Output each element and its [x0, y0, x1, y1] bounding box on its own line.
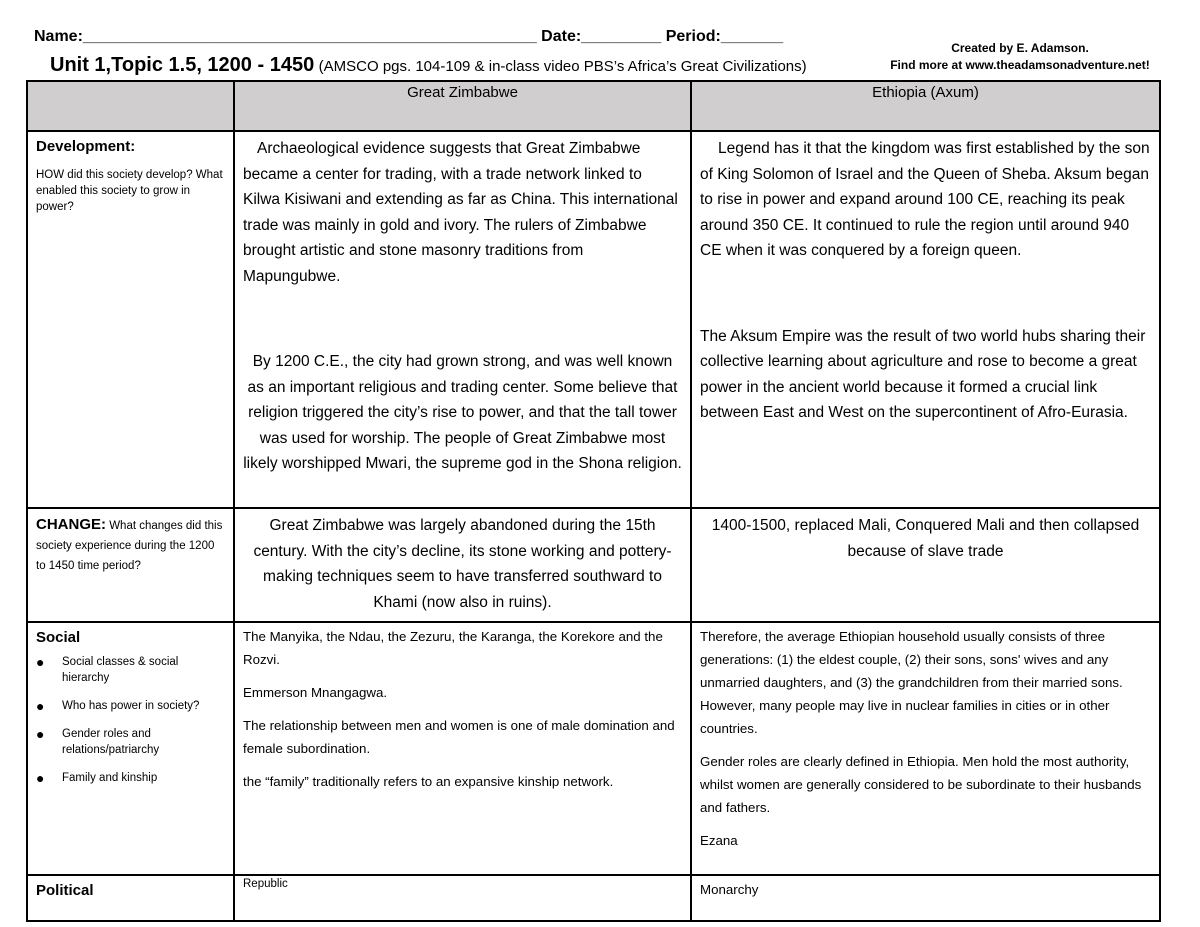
change-row: [27, 508, 1160, 622]
social-row: [27, 622, 1160, 875]
social-ethiopia-text: [692, 623, 1159, 852]
political-zimbabwe-cell: [234, 875, 691, 921]
social-label-cell: [27, 622, 234, 875]
bullet-dot-icon: ●: [36, 698, 45, 714]
header-cell-great-zimbabwe: Great Zimbabwe: [234, 81, 691, 131]
social-zimbabwe-cell: [234, 622, 691, 875]
political-ethiopia-text: Monarchy: [700, 882, 759, 897]
development-zimbabwe-paragraph-1: Archaeological evidence suggests that Great Zimbabwe became a center for trading, with a trade network linked to Kilwa Kisiwani and extending as far as China. This international trade was mainly in gold and ivory. The rulers of Zimbabwe brought artistic and stone masonry traditions from Mapungubwe.: [243, 140, 678, 285]
change-label-block: [36, 515, 225, 576]
unit-title-line: [50, 54, 807, 77]
social-bullet-list: [36, 654, 225, 786]
political-ethiopia-cell: [691, 875, 1160, 921]
political-label-cell: [27, 875, 234, 921]
social-zimbabwe-paragraph: the “family” traditionally refers to an expansive kinship network.: [243, 774, 614, 789]
name-date-period-line: Name:___________________________________________________ Date:_________ Period:_______: [34, 28, 784, 45]
development-row: [27, 131, 1160, 508]
social-label: Social: [36, 629, 81, 646]
header-cell-blank: [27, 81, 234, 131]
credit-website: Find more at www.theadamsonadventure.net!: [890, 58, 1150, 72]
social-ethiopia-paragraph: Gender roles are clearly defined in Ethiopia. Men hold the most authority, whilst women are generally considered to be subordinate to their husbands and fathers.: [700, 754, 1142, 815]
unit-title: Unit 1,Topic 1.5, 1200 - 1450: [50, 54, 315, 76]
development-ethiopia-cell: [691, 131, 1160, 508]
change-label-cell: [27, 508, 234, 622]
social-bullet-item: ● Who has power in society?: [36, 698, 200, 714]
bullet-dot-icon: ●: [36, 654, 45, 670]
bullet-dot-icon: ●: [36, 770, 45, 786]
change-ethiopia-cell: [691, 508, 1160, 622]
social-zimbabwe-paragraph: The Manyika, the Ndau, the Zezuru, the Karanga, the Korekore and the Rozvi.: [243, 629, 663, 667]
change-zimbabwe-cell: [234, 508, 691, 622]
social-ethiopia-cell: [691, 622, 1160, 875]
political-label: Political: [36, 882, 94, 899]
social-zimbabwe-paragraph: Emmerson Mnangagwa.: [243, 685, 388, 700]
development-description: HOW did this society develop? What enabled this society to grow in power?: [36, 169, 223, 213]
comparison-table: [26, 80, 1161, 922]
change-zimbabwe-text: Great Zimbabwe was largely abandoned during the 15th century. With the city’s decline, its stone working and pottery-making techniques seem to have transferred southward to Khami (now also in ruins).: [253, 517, 672, 611]
change-description: What changes did this society experience during the 1200 to 1450 time period?: [36, 520, 223, 572]
social-zimbabwe-paragraph: The relationship between men and women is one of male domination and female subordination.: [243, 718, 675, 756]
development-label-cell: [27, 131, 234, 508]
development-zimbabwe-paragraph-2: By 1200 C.E., the city had grown strong, and was well known as an important religious and trading center. Some believe that religion triggered the city’s rise to power, and that the tall tower was used for worship. The people of Great Zimbabwe most likely worshipped Mwari, the supreme god in the Shona religion.: [243, 353, 682, 472]
change-label: CHANGE:: [36, 516, 106, 533]
unit-subtitle: (AMSCO pgs. 104-109 & in-class video PBS’s Africa’s Great Civilizations): [318, 58, 807, 75]
political-zimbabwe-text: Republic: [243, 878, 288, 890]
social-bullet-item: ● Gender roles and relations/patriarchy: [36, 726, 160, 756]
political-row: [27, 875, 1160, 921]
header-row: [27, 81, 1160, 131]
header-cell-ethiopia: Ethiopia (Axum): [691, 81, 1160, 131]
credit-block: [880, 40, 1160, 74]
social-bullet-item: ● Social classes & social hierarchy: [36, 654, 179, 684]
social-zimbabwe-text: [235, 623, 690, 793]
development-ethiopia-paragraph-1: Legend has it that the kingdom was first established by the son of King Solomon of Israel and the Queen of Sheba. Aksum began to rise in power and expand around 100 CE, reaching its peak around 350 CE. It continued to rule the region until around 940 CE when it was conquered by a foreign queen.: [700, 140, 1150, 259]
social-ethiopia-paragraph: Ezana: [700, 833, 738, 848]
development-zimbabwe-cell: [234, 131, 691, 508]
bullet-dot-icon: ●: [36, 726, 45, 742]
change-ethiopia-text: 1400-1500, replaced Mali, Conquered Mali and then collapsed because of slave trade: [711, 517, 1140, 560]
social-bullet-item: ● Family and kinship: [36, 770, 158, 786]
development-label: Development:: [36, 138, 136, 155]
credit-author: Created by E. Adamson.: [951, 41, 1089, 55]
development-ethiopia-paragraph-2: The Aksum Empire was the result of two world hubs sharing their collective learning about agriculture and rose to become a great power in the ancient world because it formed a crucial link between East and West on the supercontinent of Afro-Eurasia.: [700, 327, 1146, 421]
social-ethiopia-paragraph: Therefore, the average Ethiopian household usually consists of three generations: (1) the eldest couple, (2) their sons, sons' wives and any unmarried daughters, and (3) the grandchildren from their married sons. However, many people may live in nuclear families in cities or in other countries.: [700, 629, 1123, 736]
